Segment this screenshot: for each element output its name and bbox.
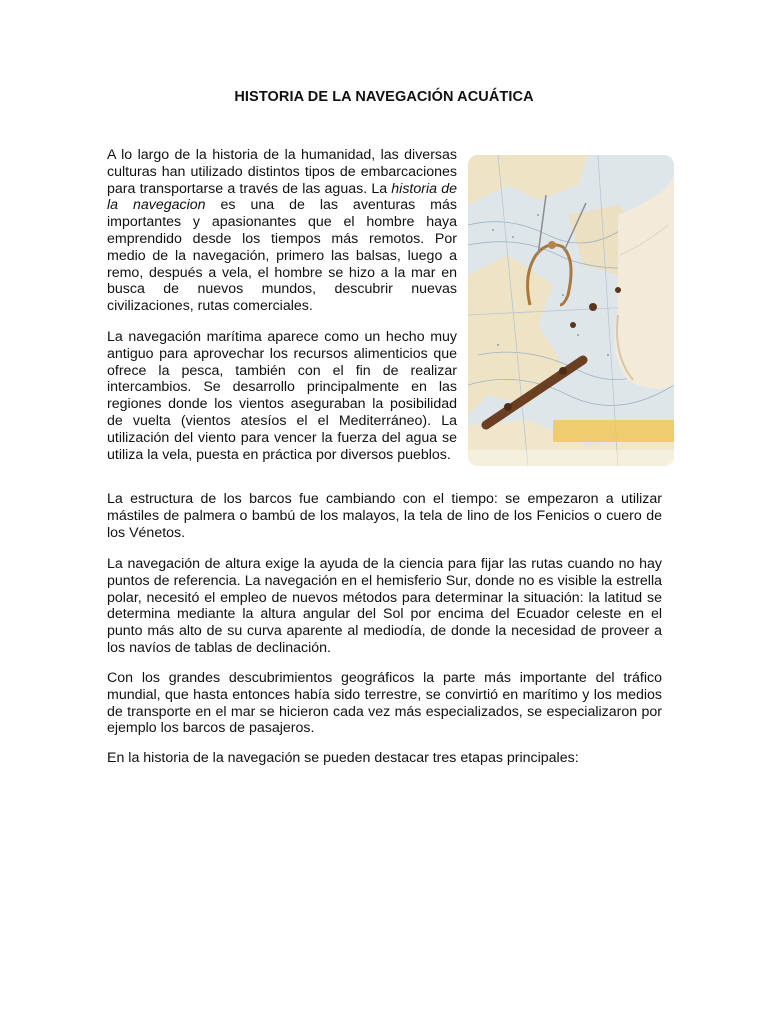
paragraph-1-italic-term: historia de la navegacion <box>107 180 457 214</box>
paragraph-1-text-b: es una de las aventuras más importantes y apasionantes que el hombre haya emprendido desde los tiempos más remotos. Por medio de la navegación, primero las balsas, luego a remo, después a vela, el hombre se hizo a la mar en busca de nuevos mundos, descubrir nuevas civilizaciones, rutas comerciales. <box>107 197 457 315</box>
paragraph-3: La estructura de los barcos fue cambiando con el tiempo: se empezaron a utilizar mástiles de palmera o bambú de los malayos, la tela de lino de los Fenicios o cuero de los Vénetos. <box>107 491 662 541</box>
paragraph-4: La navegación de altura exige la ayuda de la ciencia para fijar las rutas cuando no hay puntos de referencia. La navegación en el hemisferio Sur, donde no es visible la estrella polar, necesitó el empleo de nuevos métodos para determinar la situación: la latitud se determina mediante la altura angular del Sol por encima del Ecuador celeste en el punto más alto de su curva aparente al mediodía, de donde la necesidad de proveer a los navíos de tablas de declinación. <box>107 556 662 656</box>
paragraph-2: La navegación marítima aparece como un hecho muy antiguo para aprovechar los recursos alimenticios que ofrece la pesca, también con el fin de realizar intercambios. Se desarrollo principalmente en las regiones donde los vientos aseguraban la posibilidad de vuelta (vientos atesíos el el Mediterráneo). La utilización del viento para vencer la fuerza del agua se utiliza la vela, puesta en práctica por diversos pueblos. <box>107 329 457 463</box>
nautical-chart-photo <box>468 155 674 466</box>
nautical-chart-illustration <box>468 155 674 466</box>
yellow-tape <box>553 420 674 442</box>
paragraph-1-text-a: A lo largo de la historia de la humanidad, las diversas culturas han utilizado distintos tipos de embarcaciones para transportarse a través de las aguas. La <box>107 147 457 197</box>
paragraph-5: Con los grandes descubrimientos geográficos la parte más importante del tráfico mundial, que hasta entonces había sido terrestre, se convirtió en marítimo y los medios de transporte en el mar se hicieron cada vez más especializados, se especializaron por ejemplo los barcos de pasajeros. <box>107 670 662 737</box>
paragraph-6: En la historia de la navegación se pueden destacar tres etapas principales: <box>107 750 579 766</box>
paragraph-1 <box>107 147 457 315</box>
document-title: HISTORIA DE LA NAVEGACIÓN ACUÁTICA <box>234 89 534 105</box>
